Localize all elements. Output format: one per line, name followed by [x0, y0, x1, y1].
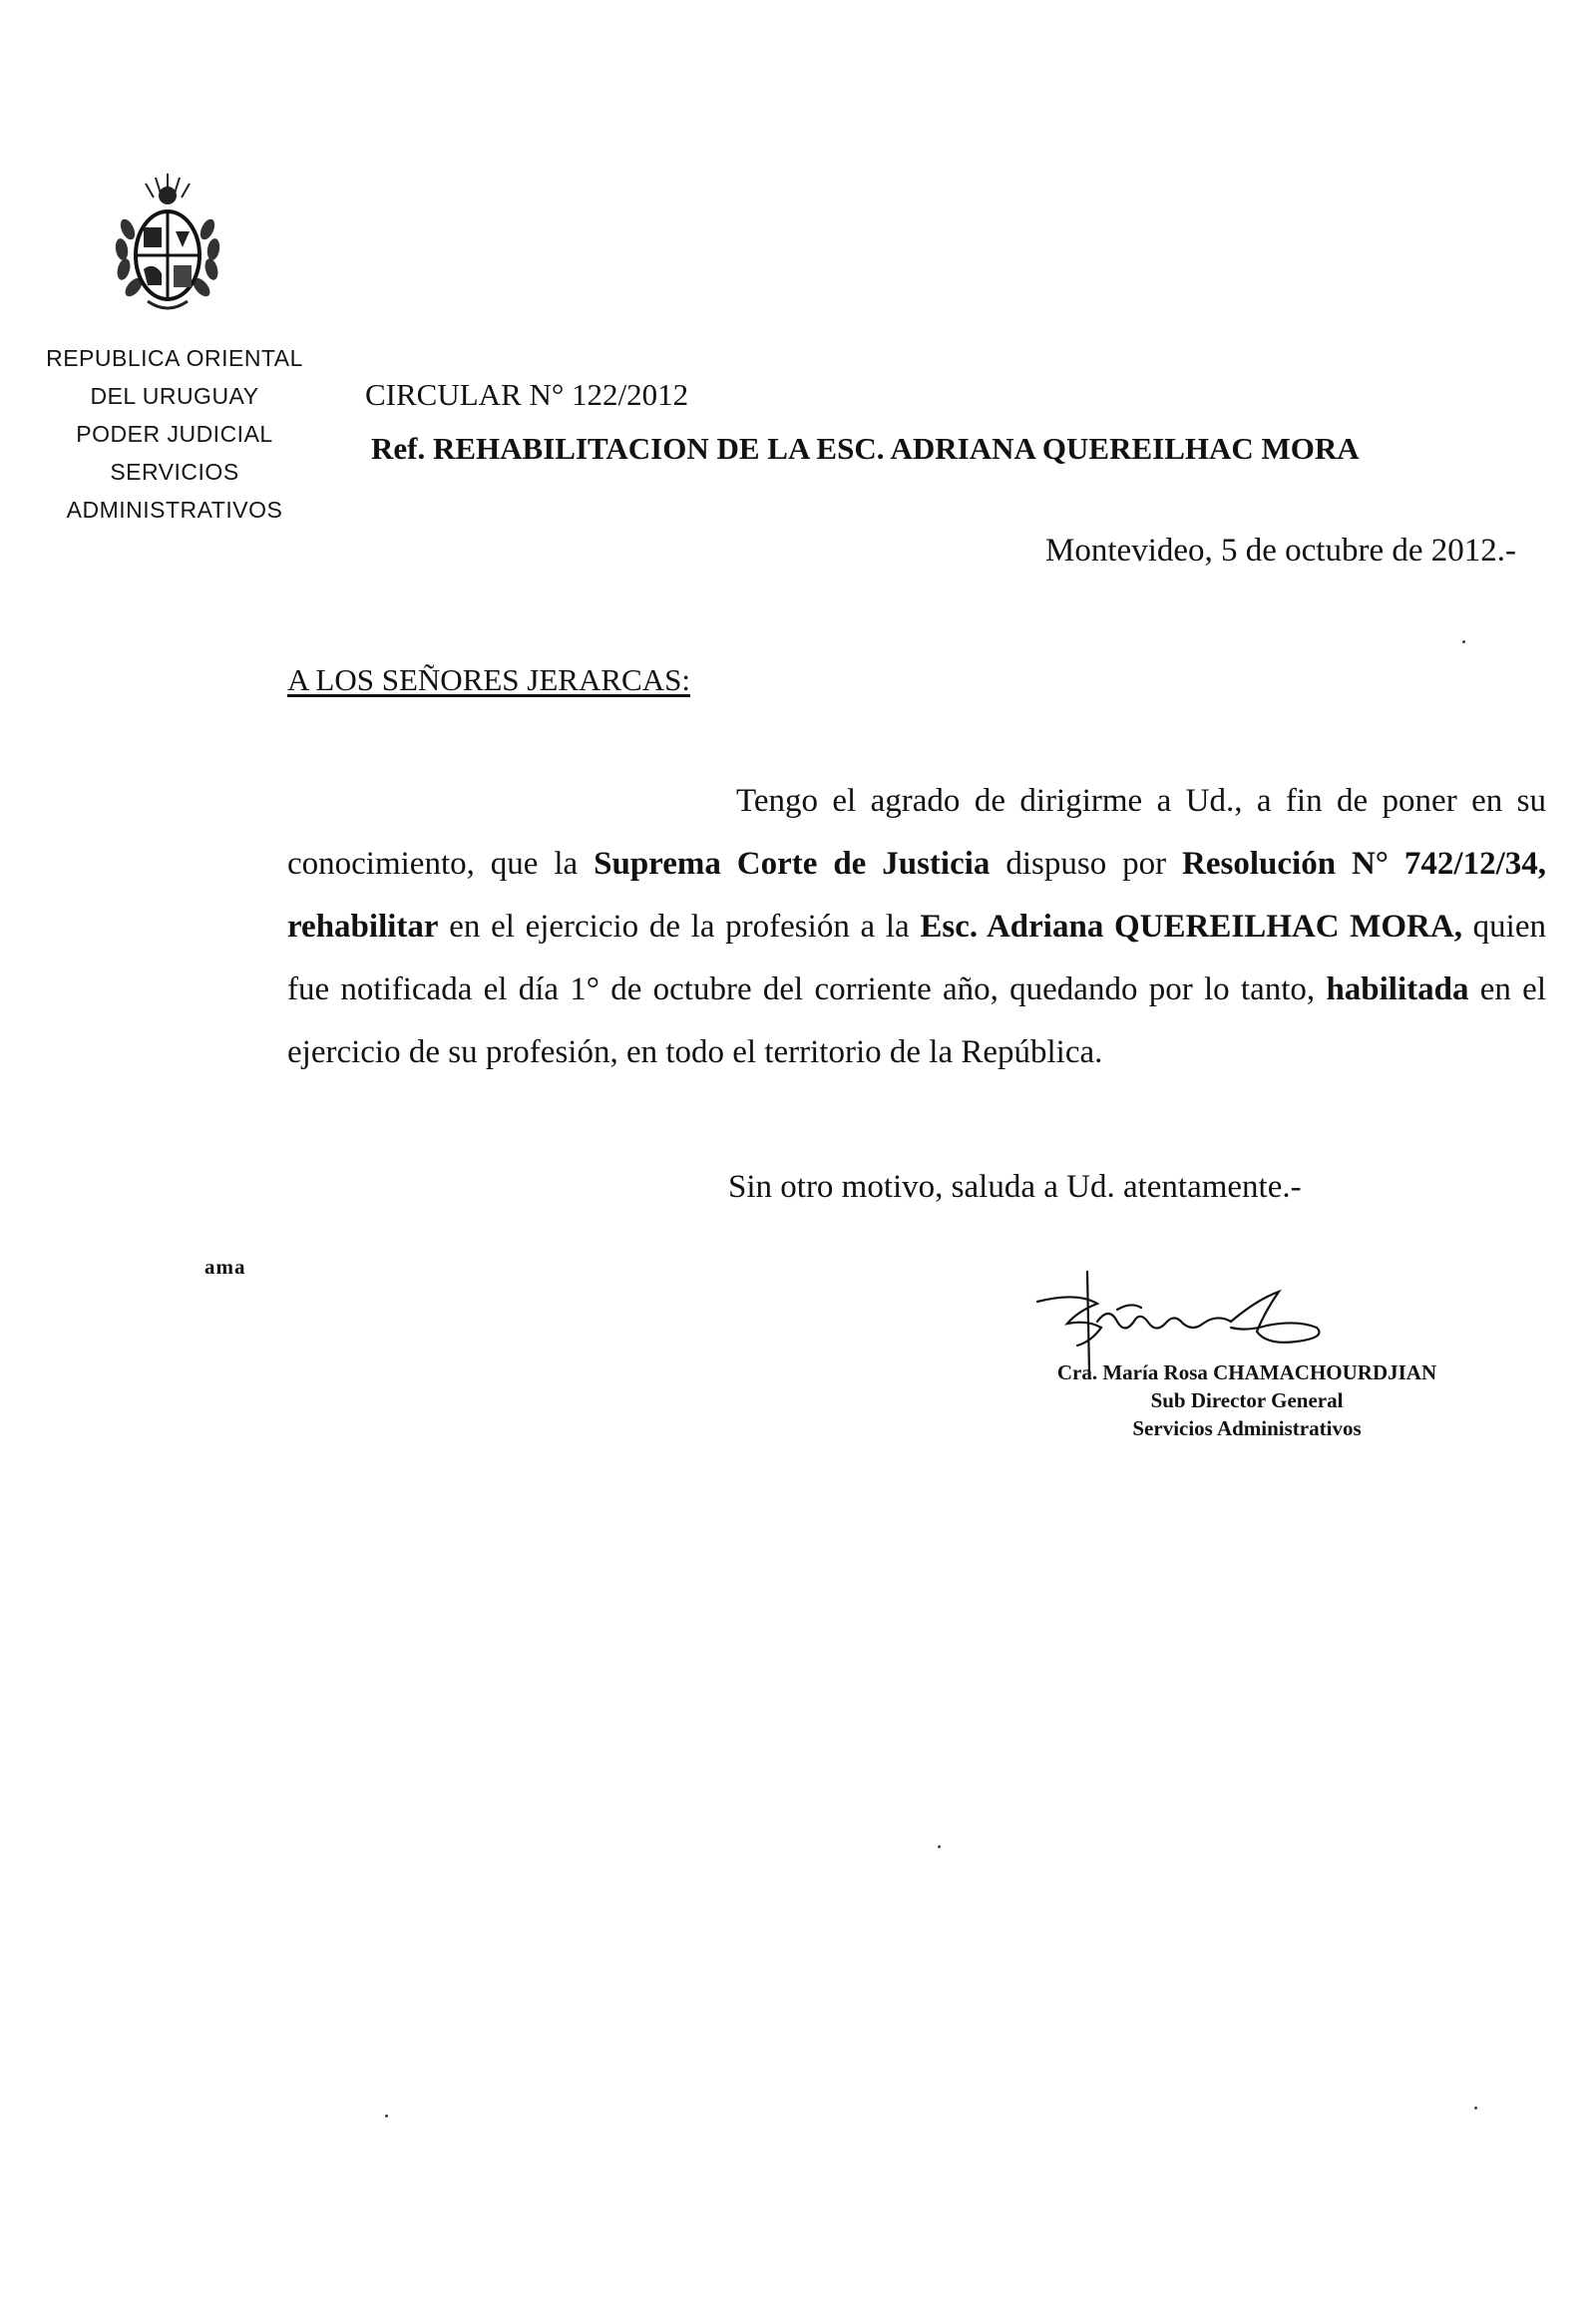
body-bold-segment: Esc. Adriana QUEREILHAC MORA,	[920, 909, 1462, 945]
body-text-segment: en el ejercicio de su profesión, en todo el territorio de la República.	[287, 971, 1547, 1070]
letterhead-line: PODER JUDICIAL	[76, 421, 273, 447]
typist-initials: ama	[204, 1255, 246, 1279]
scan-speck	[385, 2115, 388, 2118]
closing-line: Sin otro motivo, saluda a Ud. atentamente.-	[728, 1169, 1302, 1205]
body-paragraph	[287, 770, 1546, 1084]
circular-number: CIRCULAR N° 122/2012	[365, 377, 689, 412]
scan-speck	[938, 1845, 941, 1848]
signature-block	[928, 1358, 1566, 1442]
letterhead	[30, 339, 319, 529]
reference-line: Ref. REHABILITACION DE LA ESC. ADRIANA QUEREILHAC MORA	[371, 431, 1360, 466]
letterhead-line: ADMINISTRATIVOS	[66, 497, 283, 523]
body-text-segment: dispuso por	[990, 846, 1183, 882]
scan-speck	[1462, 640, 1465, 643]
date-line: Montevideo, 5 de octubre de 2012.-	[1045, 533, 1516, 569]
body-bold-segment: Suprema Corte de Justicia	[594, 846, 991, 882]
body-text-segment: quien fue notificada el día 1° de octubre del corriente año, quedando por lo tanto,	[287, 909, 1546, 1007]
letterhead-line: DEL URUGUAY	[90, 383, 259, 409]
coat-of-arms-icon	[108, 170, 227, 319]
body-bold-segment: Resolución N° 742/12/34, rehabilitar	[287, 846, 1547, 945]
body-text-segment: Tengo el agrado de dirigirme a Ud., a fin de poner en su conocimiento, que la	[287, 783, 1546, 882]
body-text-segment: en el ejercicio de la profesión a la	[438, 909, 921, 945]
letterhead-line: SERVICIOS	[110, 459, 239, 485]
body-bold-segment: habilitada	[1326, 971, 1469, 1007]
scan-speck	[1474, 2107, 1477, 2110]
signatory-name: Cra. María Rosa CHAMACHOURDJIAN	[1056, 1360, 1437, 1384]
letterhead-line: REPUBLICA ORIENTAL	[46, 345, 303, 371]
salutation: A LOS SEÑORES JERARCAS:	[287, 662, 690, 697]
signatory-title: Sub Director General	[1150, 1388, 1344, 1412]
signatory-office: Servicios Administrativos	[1132, 1416, 1362, 1440]
